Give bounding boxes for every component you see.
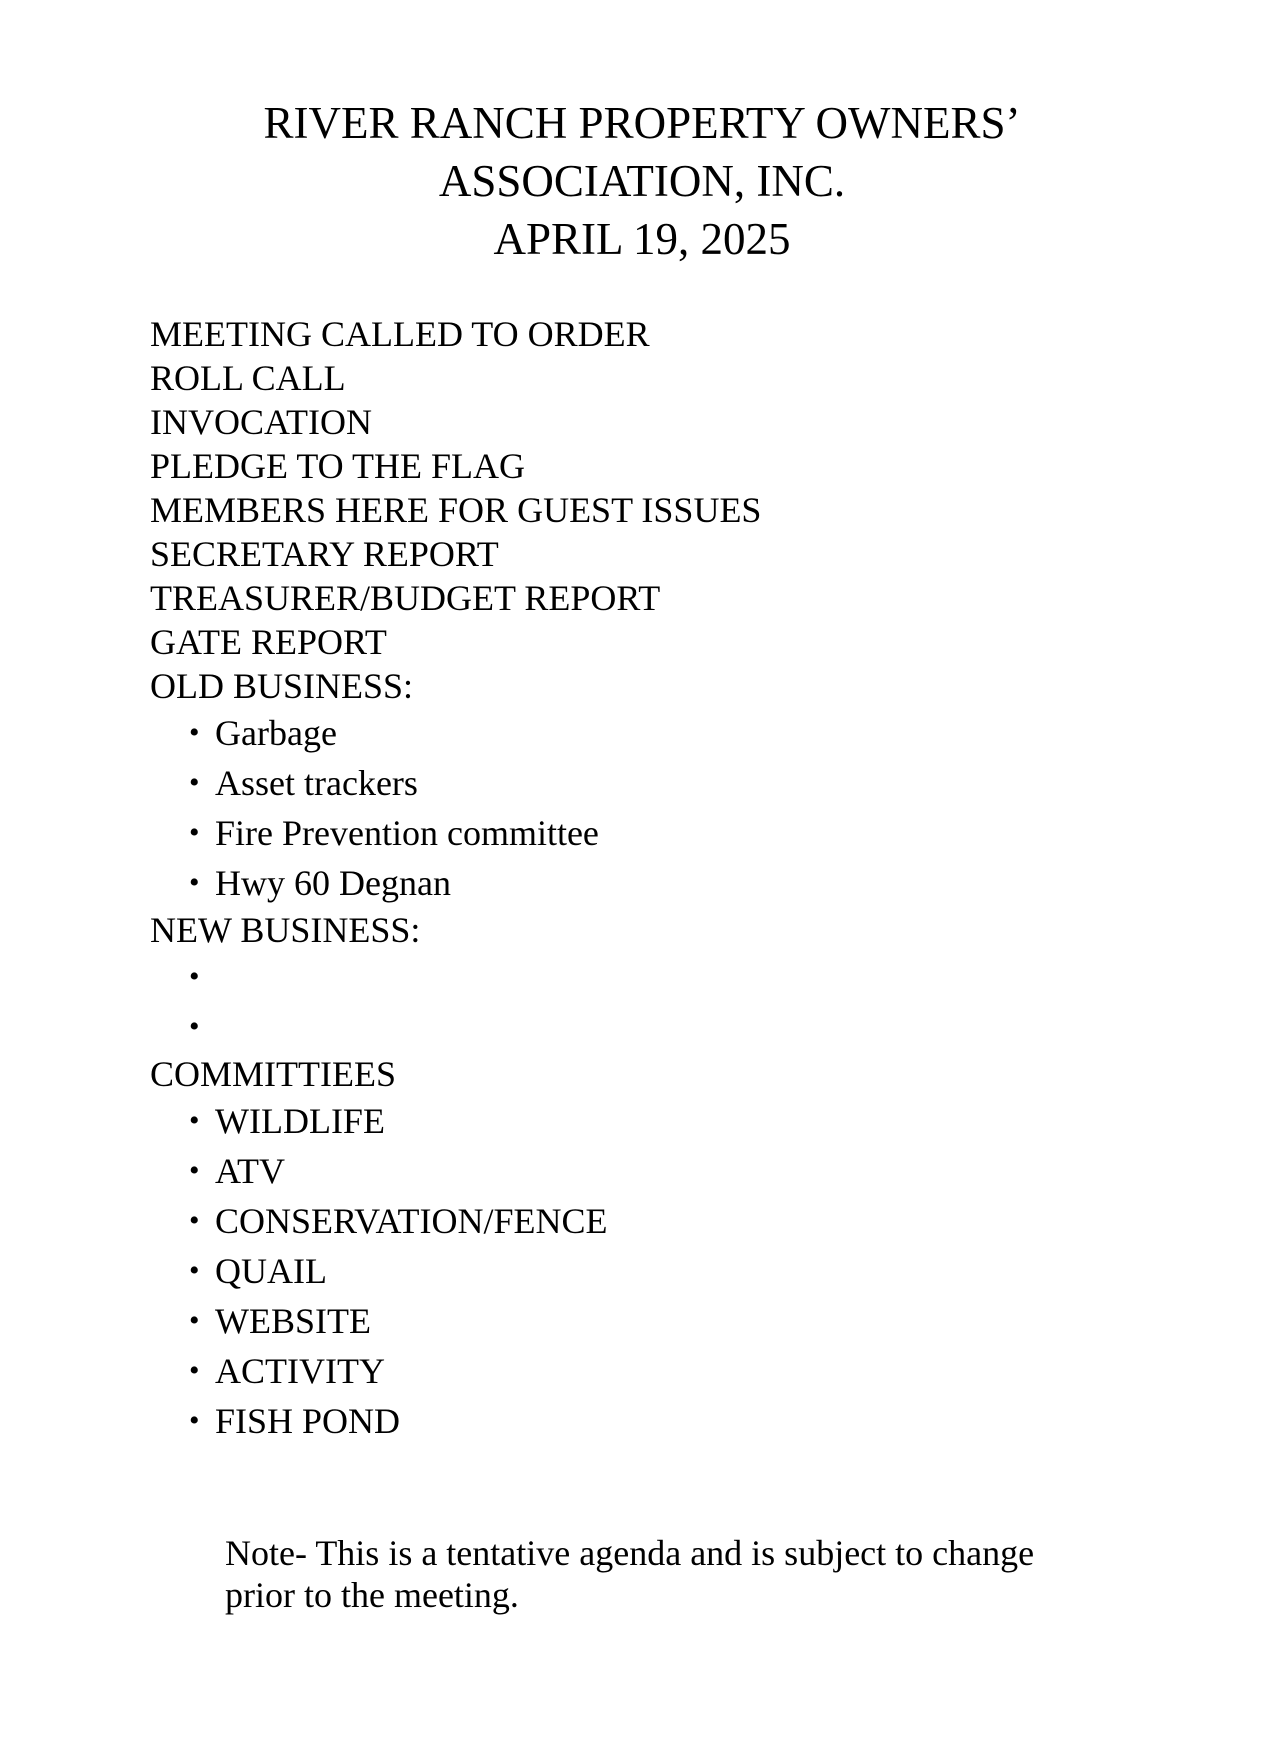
agenda-item-gate-report: GATE REPORT [150, 622, 387, 662]
committees-heading: COMMITTIEES [150, 1054, 396, 1094]
bullet-icon: • [189, 716, 200, 749]
agenda-item-roll-call: ROLL CALL [150, 358, 346, 398]
bullet-icon: • [189, 1254, 200, 1287]
list-item-text: FISH POND [215, 1401, 401, 1441]
note-line-2: prior to the meeting. [225, 1575, 519, 1615]
agenda-item-treasurer-report: TREASURER/BUDGET REPORT [150, 578, 661, 618]
agenda-item-secretary-report: SECRETARY REPORT [150, 534, 499, 574]
list-item [150, 808, 761, 858]
title-line-1: RIVER RANCH PROPERTY OWNERS’ [263, 98, 1021, 148]
bullet-icon: • [189, 1010, 200, 1043]
agenda-list [150, 312, 761, 1446]
note-line-1: Note- This is a tentative agenda and is subject to change [225, 1533, 1035, 1573]
list-item [150, 1396, 761, 1446]
list-item [150, 1146, 761, 1196]
meeting-date: APRIL 19, 2025 [493, 214, 791, 264]
list-item-text: CONSERVATION/FENCE [215, 1201, 608, 1241]
old-business-heading: OLD BUSINESS: [150, 666, 414, 706]
list-item [150, 1196, 761, 1246]
list-item-text: ATV [215, 1151, 285, 1191]
committees-list [150, 1096, 761, 1446]
agenda-item-pledge: PLEDGE TO THE FLAG [150, 446, 526, 486]
list-item [150, 758, 761, 808]
list-item [150, 1096, 761, 1146]
bullet-icon: • [189, 766, 200, 799]
bullet-icon: • [189, 1304, 200, 1337]
list-item [150, 858, 761, 908]
bullet-icon: • [189, 1404, 200, 1437]
list-item-text: WEBSITE [215, 1301, 371, 1341]
list-item [150, 1246, 761, 1296]
document-header [0, 94, 1284, 268]
list-item [150, 1002, 761, 1052]
agenda-item-invocation: INVOCATION [150, 402, 372, 442]
agenda-item-call-to-order: MEETING CALLED TO ORDER [150, 314, 650, 354]
list-item [150, 952, 761, 1002]
list-item [150, 708, 761, 758]
old-business-list [150, 708, 761, 908]
list-item-text: ACTIVITY [215, 1351, 385, 1391]
list-item-text: QUAIL [215, 1251, 327, 1291]
bullet-icon: • [189, 960, 200, 993]
list-item-text: Hwy 60 Degnan [215, 863, 451, 903]
agenda-note [225, 1532, 1125, 1616]
list-item-text: Garbage [215, 713, 337, 753]
bullet-icon: • [189, 1154, 200, 1187]
bullet-icon: • [189, 866, 200, 899]
list-item-text: Fire Prevention committee [215, 813, 599, 853]
bullet-icon: • [189, 1354, 200, 1387]
list-item-text: Asset trackers [215, 763, 418, 803]
list-item [150, 1346, 761, 1396]
title-line-2: ASSOCIATION, INC. [438, 156, 846, 206]
list-item [150, 1296, 761, 1346]
bullet-icon: • [189, 1104, 200, 1137]
list-item-text: WILDLIFE [215, 1101, 385, 1141]
bullet-icon: • [189, 1204, 200, 1237]
new-business-heading: NEW BUSINESS: [150, 910, 421, 950]
new-business-list [150, 952, 761, 1052]
agenda-item-guest-issues: MEMBERS HERE FOR GUEST ISSUES [150, 490, 762, 530]
bullet-icon: • [189, 816, 200, 849]
